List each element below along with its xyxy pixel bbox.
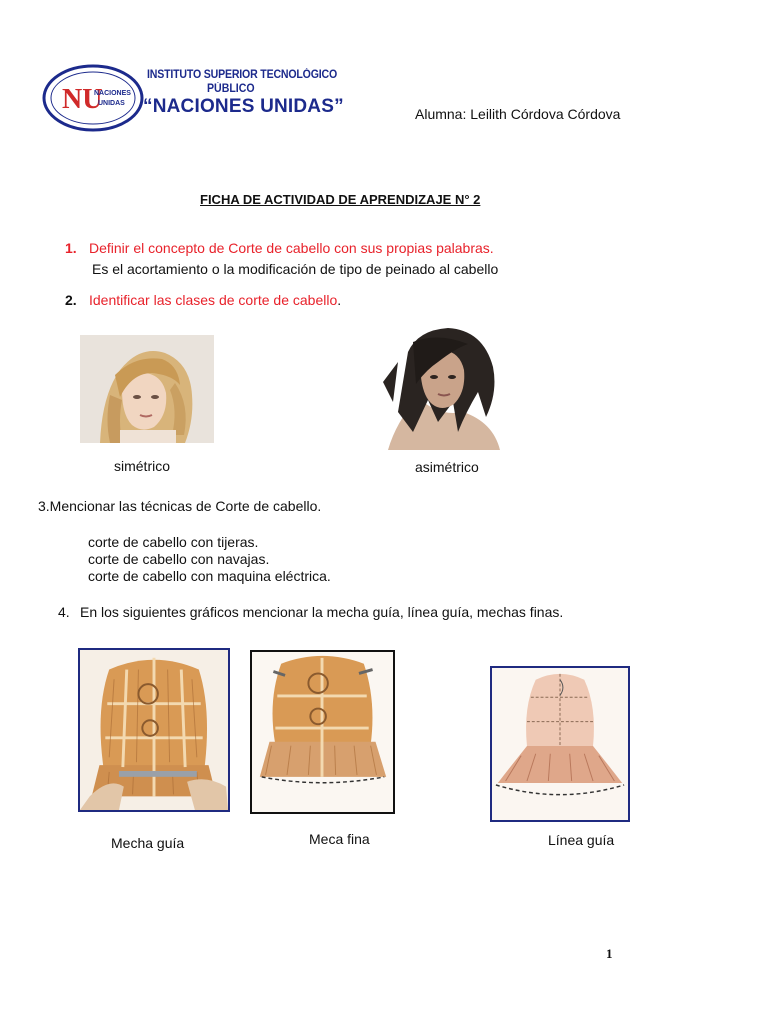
q1-question: Definir el concepto de Corte de cabello con sus propias palabras. [89, 240, 494, 256]
page-title: FICHA DE ACTIVIDAD DE APRENDIZAJE N° 2 [200, 192, 481, 207]
figure-meca-fina [250, 650, 395, 814]
logo-seal-text-top: NACIONES [94, 90, 131, 97]
student-name: Alumna: Leilith Córdova Córdova [415, 106, 621, 122]
caption-asymmetric: asimétrico [415, 459, 479, 475]
caption-linea-guia: Línea guía [548, 832, 615, 848]
logo-line-1: INSTITUTO SUPERIOR TECNOLÓGICO [147, 69, 338, 81]
asymmetric-haircut-photo [368, 322, 506, 450]
q4-question: En los siguientes gráficos mencionar la mecha guía, línea guía, mechas finas. [80, 604, 564, 620]
logo-seal-letters: NU [62, 84, 103, 115]
q2-question-end: . [337, 292, 342, 308]
logo-seal [42, 64, 144, 132]
q3-question: 3.Mencionar las técnicas de Corte de cabello. [38, 498, 322, 514]
page-number: 1 [606, 946, 613, 961]
q4-number: 4. [58, 604, 70, 620]
q1-answer: Es el acortamiento o la modificación de tipo de peinado al cabello [92, 261, 499, 277]
caption-mecha-guia: Mecha guía [111, 835, 185, 851]
q3-item-2: corte de cabello con navajas. [88, 551, 270, 567]
q2-question: Identificar las clases de corte de cabello [89, 292, 338, 308]
figure-mecha-guia [78, 648, 230, 812]
q1-number: 1. [65, 240, 77, 256]
logo-seal-text-bottom: UNIDAS [98, 100, 125, 107]
caption-meca-fina: Meca fina [309, 831, 370, 847]
caption-symmetric: simétrico [114, 458, 171, 474]
q2-number: 2. [65, 292, 77, 308]
logo-line-2: PÚBLICO [207, 83, 255, 95]
logo-line-3: “NACIONES UNIDAS” [143, 96, 344, 117]
symmetric-haircut-photo [80, 335, 214, 443]
figure-linea-guia [490, 666, 630, 822]
q3-item-3: corte de cabello con maquina eléctrica. [88, 568, 331, 584]
q2-question-line [89, 292, 341, 309]
q3-item-1: corte de cabello con tijeras. [88, 534, 259, 550]
